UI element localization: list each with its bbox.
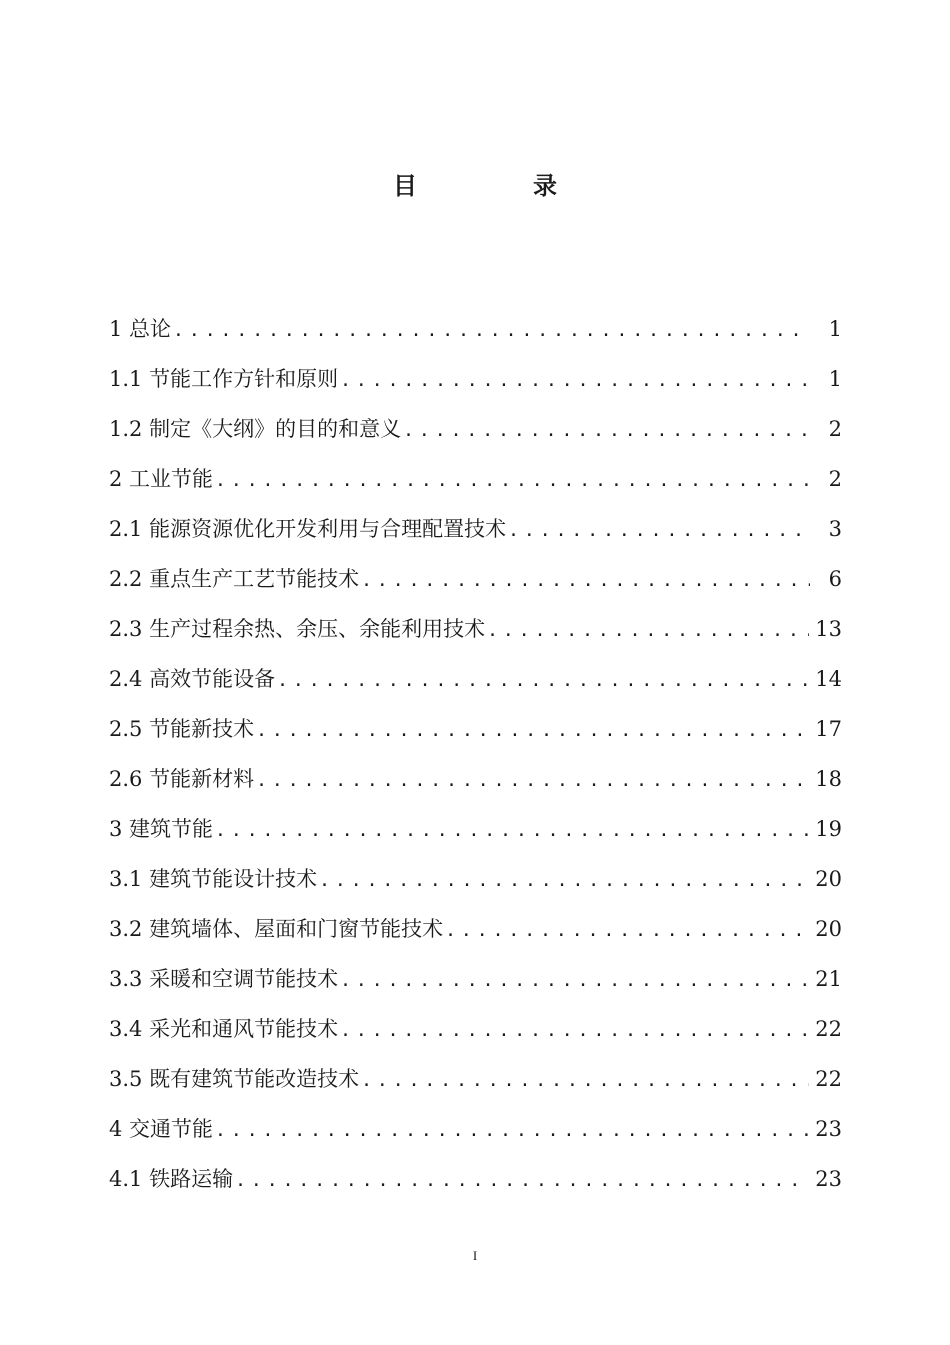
toc-entry-page: 6 — [810, 562, 842, 596]
toc-entry-3-4[interactable] — [109, 1012, 842, 1062]
toc-dot-leader — [256, 714, 809, 748]
toc-entry-label: 3.2 建筑墙体、屋面和门窗节能技术 — [109, 912, 445, 946]
toc-dot-leader — [235, 1164, 809, 1198]
toc-entry-1-2[interactable] — [109, 412, 842, 462]
toc-entry-page: 13 — [809, 612, 842, 646]
toc-entry-3-1[interactable] — [109, 862, 842, 912]
toc-entry-label: 3.5 既有建筑节能改造技术 — [109, 1062, 361, 1096]
toc-dot-leader — [215, 464, 810, 498]
toc-dot-leader — [256, 764, 809, 798]
toc-dot-leader — [403, 414, 810, 448]
table-of-contents — [109, 312, 842, 1212]
toc-entry-2-4[interactable] — [109, 662, 842, 712]
toc-entry-page: 1 — [810, 312, 842, 346]
footer-page-number: I — [472, 1248, 478, 1263]
toc-entry-label: 3.3 采暖和空调节能技术 — [109, 962, 340, 996]
toc-entry-2-2[interactable] — [109, 562, 842, 612]
toc-entry-4[interactable] — [109, 1112, 842, 1162]
toc-entry-page: 17 — [809, 712, 842, 746]
toc-entry-page: 2 — [810, 412, 842, 446]
toc-dot-leader — [445, 914, 809, 948]
toc-dot-leader — [508, 514, 810, 548]
toc-entry-page: 22 — [809, 1012, 842, 1046]
toc-entry-label: 1 总论 — [109, 312, 173, 346]
toc-dot-leader — [361, 564, 810, 598]
toc-entry-page: 20 — [809, 912, 842, 946]
toc-dot-leader — [340, 964, 809, 998]
toc-dot-leader — [340, 1014, 809, 1048]
toc-entry-label: 2.5 节能新技术 — [109, 712, 256, 746]
toc-entry-label: 4.1 铁路运输 — [109, 1162, 235, 1196]
toc-entry-page: 1 — [810, 362, 842, 396]
toc-dot-leader — [487, 614, 809, 648]
toc-dot-leader — [215, 814, 809, 848]
toc-entry-page: 19 — [809, 812, 842, 846]
toc-entry-3-2[interactable] — [109, 912, 842, 962]
page-title: 目 录 — [393, 172, 603, 200]
toc-dot-leader — [277, 664, 809, 698]
toc-entry-page: 22 — [809, 1062, 842, 1096]
toc-entry-page: 2 — [810, 462, 842, 496]
toc-dot-leader — [173, 314, 810, 348]
toc-entry-page: 23 — [809, 1112, 842, 1146]
toc-entry-label: 3.1 建筑节能设计技术 — [109, 862, 319, 896]
toc-entry-2-3[interactable] — [109, 612, 842, 662]
toc-entry-page: 21 — [809, 962, 842, 996]
toc-dot-leader — [361, 1064, 809, 1098]
toc-dot-leader — [215, 1114, 809, 1148]
toc-entry-label: 2.3 生产过程余热、余压、余能利用技术 — [109, 612, 487, 646]
toc-entry-3[interactable] — [109, 812, 842, 862]
toc-entry-label: 2.6 节能新材料 — [109, 762, 256, 796]
toc-entry-3-3[interactable] — [109, 962, 842, 1012]
toc-entry-label: 2.2 重点生产工艺节能技术 — [109, 562, 361, 596]
toc-entry-2-1[interactable] — [109, 512, 842, 562]
toc-entry-label: 3.4 采光和通风节能技术 — [109, 1012, 340, 1046]
toc-entry-label: 4 交通节能 — [109, 1112, 215, 1146]
toc-entry-1-1[interactable] — [109, 362, 842, 412]
toc-entry-page: 23 — [809, 1162, 842, 1196]
toc-entry-4-1[interactable] — [109, 1162, 842, 1212]
toc-entry-page: 18 — [809, 762, 842, 796]
toc-entry-label: 1.2 制定《大纲》的目的和意义 — [109, 412, 403, 446]
toc-entry-label: 2.1 能源资源优化开发利用与合理配置技术 — [109, 512, 508, 546]
toc-entry-2-5[interactable] — [109, 712, 842, 762]
toc-entry-page: 14 — [809, 662, 842, 696]
toc-entry-1[interactable] — [109, 312, 842, 362]
toc-dot-leader — [340, 364, 810, 398]
toc-entry-label: 2.4 高效节能设备 — [109, 662, 277, 696]
toc-entry-label: 2 工业节能 — [109, 462, 215, 496]
toc-dot-leader — [319, 864, 809, 898]
toc-entry-label: 1.1 节能工作方针和原则 — [109, 362, 340, 396]
toc-entry-label: 3 建筑节能 — [109, 812, 215, 846]
toc-entry-page: 3 — [810, 512, 842, 546]
toc-entry-2-6[interactable] — [109, 762, 842, 812]
toc-entry-3-5[interactable] — [109, 1062, 842, 1112]
toc-entry-page: 20 — [809, 862, 842, 896]
toc-entry-2[interactable] — [109, 462, 842, 512]
